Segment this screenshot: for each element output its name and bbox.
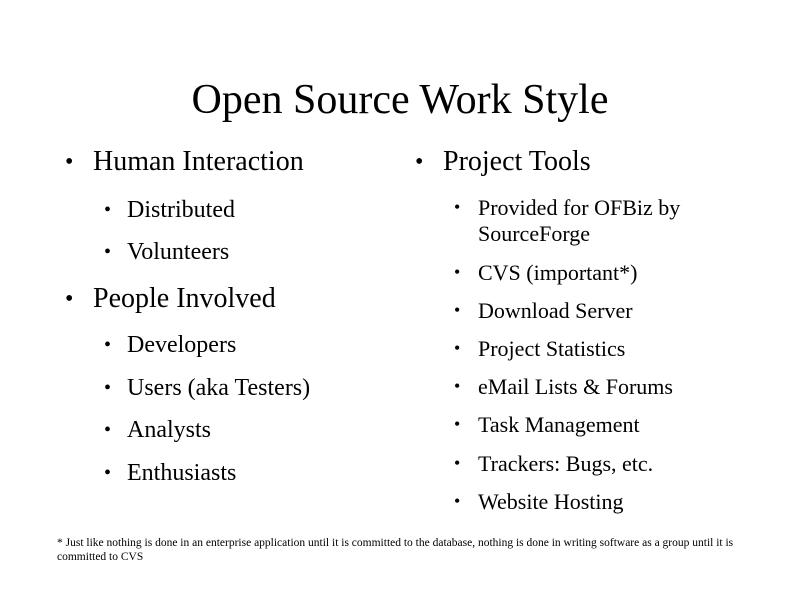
list-item-label: Trackers: Bugs, etc. — [478, 451, 654, 476]
list-item-label: Provided for OFBiz by — [478, 195, 681, 220]
bullet-icon: • — [104, 334, 112, 356]
bullet-icon: • — [454, 491, 461, 511]
list-item-label: Analysts — [127, 417, 211, 443]
list-item-label: Developers — [127, 332, 237, 358]
list-item-label-continued: SourceForge — [478, 221, 591, 246]
slide-title: Open Source Work Style — [191, 77, 609, 123]
bullet-icon: • — [104, 377, 112, 399]
bullet-icon: • — [65, 149, 74, 175]
list-item-label: Enthusiasts — [127, 460, 237, 486]
list-item-label: Task Management — [478, 412, 640, 437]
list-item-label: Website Hosting — [478, 489, 624, 514]
footnote: * Just like nothing is done in an enterprise application until it is committed to the database, nothing is done in writing software as a group until it is committed to CVS — [57, 537, 734, 563]
bullet-icon: • — [454, 300, 461, 320]
bullet-icon: • — [415, 149, 424, 175]
bullet-icon: • — [104, 419, 112, 441]
list-heading: People Involved — [93, 283, 276, 314]
list-item-label: eMail Lists & Forums — [478, 374, 673, 399]
list-heading: Human Interaction — [93, 146, 304, 177]
bullet-icon: • — [104, 241, 112, 263]
list-item-label: Distributed — [127, 197, 235, 223]
bullet-icon: • — [104, 462, 112, 484]
bullet-icon: • — [454, 414, 461, 434]
list-item-label: Download Server — [478, 298, 633, 323]
list-item-label: Users (aka Testers) — [127, 375, 311, 401]
bullet-icon: • — [104, 199, 112, 221]
list-item-label: Project Statistics — [478, 336, 626, 361]
bullet-icon: • — [454, 376, 461, 396]
list-item-label: Volunteers — [127, 239, 230, 265]
bullet-icon: • — [454, 453, 461, 473]
bullet-icon: • — [454, 197, 461, 217]
list-heading: Project Tools — [443, 146, 591, 177]
bullet-icon: • — [454, 338, 461, 358]
list-item-label: CVS (important*) — [478, 260, 638, 285]
bullet-icon: • — [454, 262, 461, 282]
bullet-icon: • — [65, 286, 74, 312]
